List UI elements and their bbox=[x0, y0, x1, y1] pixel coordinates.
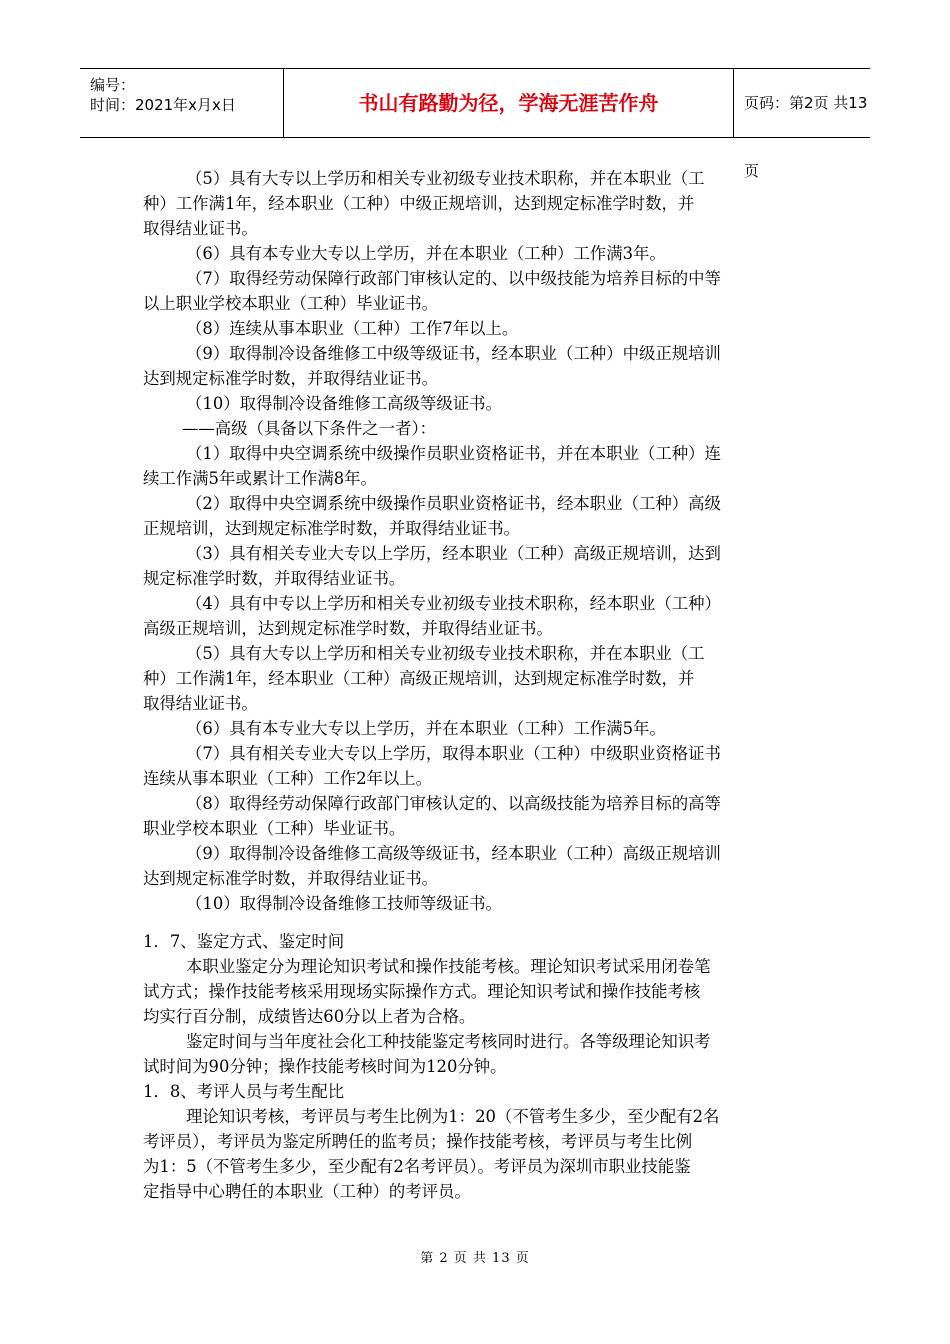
paragraph-line: （6）具有本专业大专以上学历，并在本职业（工种）工作满5年。 bbox=[186, 719, 666, 738]
paragraph-line: 正规培训，达到规定标准学时数，并取得结业证书。 bbox=[143, 519, 520, 538]
paragraph-line: 试时间为90分钟；操作技能考核时间为120分钟。 bbox=[143, 1057, 507, 1076]
section-heading: 1．7、鉴定方式、鉴定时间 bbox=[143, 932, 345, 951]
paragraph-line: （8）取得经劳动保障行政部门审核认定的、以高级技能为培养目标的高等 bbox=[186, 794, 721, 813]
paragraph-line: 鉴定时间与当年度社会化工种技能鉴定考核同时进行。各等级理论知识考 bbox=[186, 1032, 711, 1051]
paragraph-line: （7）取得经劳动保障行政部门审核认定的、以中级技能为培养目标的中等 bbox=[186, 269, 721, 288]
paragraph-gap bbox=[143, 916, 808, 929]
paragraph-line: 达到规定标准学时数，并取得结业证书。 bbox=[143, 869, 439, 888]
paragraph-line: 取得结业证书。 bbox=[143, 694, 258, 713]
header-page-info: 页码：第2页 共13页 bbox=[744, 94, 868, 180]
paragraph-line: 本职业鉴定分为理论知识考试和操作技能考核。理论知识考试采用闭卷笔 bbox=[186, 957, 711, 976]
paragraph-line: （5）具有大专以上学历和相关专业初级专业技术职称，并在本职业（工 bbox=[186, 169, 705, 188]
paragraph-line: 试方式；操作技能考核采用现场实际操作方式。理论知识考试和操作技能考核 bbox=[143, 982, 701, 1001]
time-label: 时间：2021年x月x日 bbox=[90, 96, 236, 114]
paragraph-line: 续工作满5年或累计工作满8年。 bbox=[143, 469, 377, 488]
paragraph-line: （9）取得制冷设备维修工中级等级证书，经本职业（工种）中级正规培训 bbox=[186, 344, 721, 363]
paragraph-line: 定指导中心聘任的本职业（工种）的考评员。 bbox=[143, 1182, 471, 1201]
paragraph-line: 连续从事本职业（工种）工作2年以上。 bbox=[143, 769, 433, 788]
paragraph-line: 规定标准学时数，并取得结业证书。 bbox=[143, 569, 406, 588]
paragraph-line: （9）取得制冷设备维修工高级等级证书，经本职业（工种）高级正规培训 bbox=[186, 844, 721, 863]
section-heading: 1．8、考评人员与考生配比 bbox=[143, 1082, 345, 1101]
paragraph-line: （10）取得制冷设备维修工技师等级证书。 bbox=[186, 894, 502, 913]
paragraph-line: 理论知识考核，考评员与考生比例为1：20（不管考生多少，至少配有2名 bbox=[186, 1107, 720, 1126]
paragraph-line: （3）具有相关专业大专以上学历，经本职业（工种）高级正规培训，达到 bbox=[186, 544, 721, 563]
section-subheading: ——高级（具备以下条件之一者）： bbox=[182, 419, 437, 438]
number-label: 编号： bbox=[90, 76, 136, 94]
paragraph-line: 为1：5（不管考生多少，至少配有2名考评员）。考评员为深圳市职业技能鉴 bbox=[143, 1157, 691, 1176]
paragraph-line: 高级正规培训，达到规定标准学时数，并取得结业证书。 bbox=[143, 619, 553, 638]
paragraph-line: （10）取得制冷设备维修工高级等级证书。 bbox=[186, 394, 502, 413]
paragraph-line: （7）具有相关专业大专以上学历，取得本职业（工种）中级职业资格证书 bbox=[186, 744, 721, 763]
header-motto: 书山有路勤为径，学海无涯苦作舟 bbox=[284, 69, 734, 137]
paragraph-line: （8）连续从事本职业（工种）工作7年以上。 bbox=[186, 319, 519, 338]
paragraph-line: （4）具有中专以上学历和相关专业初级专业技术职称，经本职业（工种） bbox=[186, 594, 721, 613]
paragraph-line: （6）具有本专业大专以上学历，并在本职业（工种）工作满3年。 bbox=[186, 244, 666, 263]
paragraph-line: 均实行百分制，成绩皆达60分以上者为合格。 bbox=[143, 1007, 476, 1026]
header-meta bbox=[80, 69, 284, 137]
paragraph-line: 种）工作满1年，经本职业（工种）高级正规培训，达到规定标准学时数，并 bbox=[143, 669, 695, 688]
paragraph-line: 考评员），考评员为鉴定所聘任的监考员；操作技能考核，考评员与考生比例 bbox=[143, 1132, 693, 1151]
document-body bbox=[143, 166, 808, 1204]
page-footer: 第 2 页 共 13 页 bbox=[420, 1251, 530, 1266]
paragraph-line: 达到规定标准学时数，并取得结业证书。 bbox=[143, 369, 439, 388]
paragraph-line: （2）取得中央空调系统中级操作员职业资格证书，经本职业（工种）高级 bbox=[186, 494, 721, 513]
paragraph-line: 以上职业学校本职业（工种）毕业证书。 bbox=[143, 294, 439, 313]
paragraph-line: 职业学校本职业（工种）毕业证书。 bbox=[143, 819, 406, 838]
paragraph-line: （1）取得中央空调系统中级操作员职业资格证书，并在本职业（工种）连 bbox=[186, 444, 721, 463]
paragraph-line: 种）工作满1年，经本职业（工种）中级正规培训，达到规定标准学时数，并 bbox=[143, 194, 695, 213]
paragraph-line: （5）具有大专以上学历和相关专业初级专业技术职称，并在本职业（工 bbox=[186, 644, 705, 663]
paragraph-line: 取得结业证书。 bbox=[143, 219, 258, 238]
